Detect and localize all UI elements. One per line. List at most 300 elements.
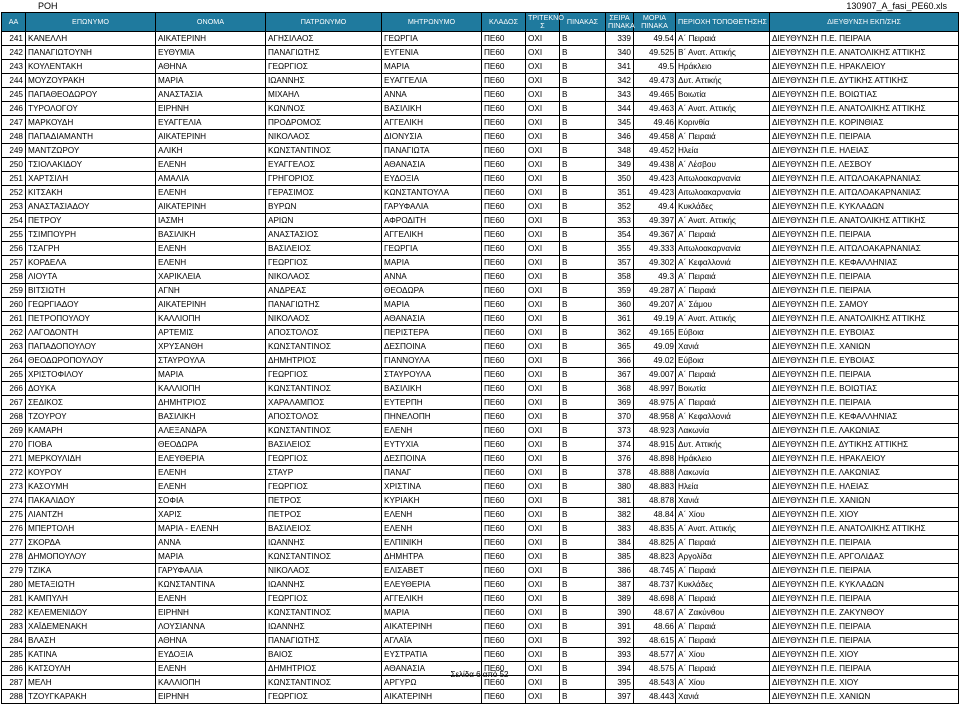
table-row	[2, 298, 959, 312]
cell-specialty: ΠΕ60	[482, 88, 526, 102]
cell-name: ΑΘΗΝΑ	[156, 60, 266, 74]
cell-rank: 368	[606, 382, 634, 396]
cell-aa: 263	[2, 340, 26, 354]
cell-large-family: ΟΧΙ	[526, 368, 560, 382]
cell-rank: 395	[606, 676, 634, 690]
cell-area: Α΄ Σάμου	[676, 298, 770, 312]
cell-large-family: ΟΧΙ	[526, 606, 560, 620]
cell-aa: 286	[2, 662, 26, 676]
table-row	[2, 312, 959, 326]
cell-score: 49.19	[634, 312, 676, 326]
cell-area: Α΄ Κεφαλλονιά	[676, 256, 770, 270]
cell-father: ΚΩΝΣΤΑΝΤΙΝΟΣ	[266, 550, 382, 564]
table-row	[2, 354, 959, 368]
cell-list: Β	[560, 550, 606, 564]
cell-specialty: ΠΕ60	[482, 228, 526, 242]
cell-list: Β	[560, 60, 606, 74]
cell-father: ΔΗΜΗΤΡΙΟΣ	[266, 662, 382, 676]
cell-name: ΕΥΘΥΜΙΑ	[156, 46, 266, 60]
cell-mother: ΑΘΑΝΑΣΙΑ	[382, 158, 482, 172]
cell-surname: ΚΟΥΡΟΥ	[26, 466, 156, 480]
col-large-family: ΤΡΙΤΕΚΝΟ Σ	[526, 13, 560, 32]
cell-directorate: ΔΙΕΥΘΥΝΣΗ Π.Ε. ΠΕΙΡΑΙΑ	[770, 270, 959, 284]
table-row	[2, 494, 959, 508]
cell-area: Α΄ Χίου	[676, 676, 770, 690]
cell-father: ΝΙΚΟΛΑΟΣ	[266, 130, 382, 144]
cell-specialty: ΠΕ60	[482, 522, 526, 536]
cell-large-family: ΟΧΙ	[526, 60, 560, 74]
cell-father: ΠΑΝΑΓΙΩΤΗΣ	[266, 298, 382, 312]
cell-large-family: ΟΧΙ	[526, 228, 560, 242]
cell-mother: ΑΓΛΑΪΑ	[382, 634, 482, 648]
table-row	[2, 228, 959, 242]
cell-area: Χανιά	[676, 340, 770, 354]
cell-name: ΜΑΡΙΑ - ΕΛΕΝΗ	[156, 522, 266, 536]
cell-list: Β	[560, 382, 606, 396]
cell-father: ΚΩΝΣΤΑΝΤΙΝΟΣ	[266, 676, 382, 690]
cell-specialty: ΠΕ60	[482, 578, 526, 592]
cell-directorate: ΔΙΕΥΘΥΝΣΗ Π.Ε. ΗΡΑΚΛΕΙΟΥ	[770, 60, 959, 74]
cell-rank: 393	[606, 648, 634, 662]
table-row	[2, 606, 959, 620]
cell-name: ΕΛΕΝΗ	[156, 466, 266, 480]
cell-list: Β	[560, 536, 606, 550]
cell-area: Α΄ Πειραιά	[676, 536, 770, 550]
cell-surname: ΧΡΙΣΤΟΦΙΛΟΥ	[26, 368, 156, 382]
cell-name: ΑΓΝΗ	[156, 284, 266, 298]
cell-father: ΝΙΚΟΛΑΟΣ	[266, 564, 382, 578]
cell-father: ΧΑΡΑΛΑΜΠΟΣ	[266, 396, 382, 410]
cell-surname: ΓΕΩΡΓΙΑΔΟΥ	[26, 298, 156, 312]
col-surname: ΕΠΩΝΥΜΟ	[26, 13, 156, 32]
table-row	[2, 326, 959, 340]
cell-directorate: ΔΙΕΥΘΥΝΣΗ Π.Ε. ΒΟΙΩΤΙΑΣ	[770, 88, 959, 102]
cell-surname: ΜΕΤΑΞΙΩΤΗ	[26, 578, 156, 592]
cell-mother: ΑΘΑΝΑΣΙΑ	[382, 662, 482, 676]
cell-large-family: ΟΧΙ	[526, 536, 560, 550]
cell-score: 49.165	[634, 326, 676, 340]
cell-directorate: ΔΙΕΥΘΥΝΣΗ Π.Ε. ΑΙΤΩΛΟΑΚΑΡΝΑΝΙΑΣ	[770, 242, 959, 256]
cell-rank: 394	[606, 662, 634, 676]
cell-aa: 254	[2, 214, 26, 228]
cell-rank: 391	[606, 620, 634, 634]
cell-name: ΕΛΕΝΗ	[156, 592, 266, 606]
cell-list: Β	[560, 200, 606, 214]
cell-specialty: ΠΕ60	[482, 284, 526, 298]
cell-surname: ΚΑΤΣΟΥΛΗ	[26, 662, 156, 676]
cell-large-family: ΟΧΙ	[526, 116, 560, 130]
cell-area: Α΄ Πειραιά	[676, 634, 770, 648]
cell-specialty: ΠΕ60	[482, 466, 526, 480]
cell-name: ΕΛΕΥΘΕΡΙΑ	[156, 452, 266, 466]
table-row	[2, 242, 959, 256]
cell-rank: 341	[606, 60, 634, 74]
cell-specialty: ΠΕ60	[482, 60, 526, 74]
cell-name: ΕΥΑΓΓΕΛΙΑ	[156, 116, 266, 130]
cell-surname: ΠΕΤΡΟΠΟΥΛΟΥ	[26, 312, 156, 326]
cell-aa: 258	[2, 270, 26, 284]
cell-large-family: ΟΧΙ	[526, 690, 560, 704]
cell-list: Β	[560, 480, 606, 494]
cell-specialty: ΠΕ60	[482, 606, 526, 620]
cell-large-family: ΟΧΙ	[526, 32, 560, 46]
cell-father: ΒΑΣΙΛΕΙΟΣ	[266, 522, 382, 536]
table-row	[2, 690, 959, 704]
cell-aa: 288	[2, 690, 26, 704]
cell-large-family: ΟΧΙ	[526, 452, 560, 466]
cell-directorate: ΔΙΕΥΘΥΝΣΗ Π.Ε. ΑΝΑΤΟΛΙΚΗΣ ΑΤΤΙΚΗΣ	[770, 522, 959, 536]
cell-area: Α΄ Χίου	[676, 508, 770, 522]
cell-aa: 278	[2, 550, 26, 564]
cell-rank: 350	[606, 172, 634, 186]
cell-large-family: ΟΧΙ	[526, 522, 560, 536]
cell-mother: ΕΥΤΥΧΙΑ	[382, 438, 482, 452]
cell-specialty: ΠΕ60	[482, 648, 526, 662]
cell-aa: 243	[2, 60, 26, 74]
cell-directorate: ΔΙΕΥΘΥΝΣΗ Π.Ε. ΔΥΤΙΚΗΣ ΑΤΤΙΚΗΣ	[770, 438, 959, 452]
table-row	[2, 564, 959, 578]
cell-directorate: ΔΙΕΥΘΥΝΣΗ Π.Ε. ΑΝΑΤΟΛΙΚΗΣ ΑΤΤΙΚΗΣ	[770, 214, 959, 228]
cell-large-family: ΟΧΙ	[526, 676, 560, 690]
cell-score: 49.458	[634, 130, 676, 144]
cell-directorate: ΔΙΕΥΘΥΝΣΗ Π.Ε. ΣΑΜΟΥ	[770, 298, 959, 312]
cell-surname: ΚΟΥΛΕΝΤΑΚΗ	[26, 60, 156, 74]
cell-large-family: ΟΧΙ	[526, 466, 560, 480]
cell-mother: ΕΛΕΝΗ	[382, 424, 482, 438]
cell-directorate: ΔΙΕΥΘΥΝΣΗ Π.Ε. ΧΑΝΙΩΝ	[770, 690, 959, 704]
cell-surname: ΜΕΡΚΟΥΛΙΔΗ	[26, 452, 156, 466]
cell-name: ΕΙΡΗΝΗ	[156, 690, 266, 704]
cell-list: Β	[560, 32, 606, 46]
teacher-ranking-table	[1, 12, 959, 704]
cell-directorate: ΔΙΕΥΘΥΝΣΗ Π.Ε. ΑΡΓΟΛΙΔΑΣ	[770, 550, 959, 564]
cell-directorate: ΔΙΕΥΘΥΝΣΗ Π.Ε. ΠΕΙΡΑΙΑ	[770, 620, 959, 634]
cell-large-family: ΟΧΙ	[526, 242, 560, 256]
cell-name: ΑΘΗΝΑ	[156, 634, 266, 648]
cell-name: ΜΑΡΙΑ	[156, 74, 266, 88]
cell-name: ΑΙΚΑΤΕΡΙΝΗ	[156, 298, 266, 312]
cell-rank: 353	[606, 214, 634, 228]
cell-name: ΛΟΥΣΙΑΝΝΑ	[156, 620, 266, 634]
cell-rank: 346	[606, 130, 634, 144]
cell-area: Αργολίδα	[676, 550, 770, 564]
cell-father: ΒΑΙΟΣ	[266, 648, 382, 662]
cell-father: ΠΑΝΑΓΙΩΤΗΣ	[266, 46, 382, 60]
cell-directorate: ΔΙΕΥΘΥΝΣΗ Π.Ε. ΑΙΤΩΛΟΑΚΑΡΝΑΝΙΑΣ	[770, 186, 959, 200]
cell-aa: 270	[2, 438, 26, 452]
cell-mother: ΒΑΣΙΛΙΚΗ	[382, 102, 482, 116]
cell-specialty: ΠΕ60	[482, 676, 526, 690]
cell-surname: ΧΑΪΔΕΜΕΝΑΚΗ	[26, 620, 156, 634]
cell-specialty: ΠΕ60	[482, 690, 526, 704]
cell-area: Εύβοια	[676, 354, 770, 368]
cell-rank: 344	[606, 102, 634, 116]
cell-area: Αιτωλοακαρνανία	[676, 172, 770, 186]
cell-surname: ΜΟΥΖΟΥΡΑΚΗ	[26, 74, 156, 88]
cell-specialty: ΠΕ60	[482, 452, 526, 466]
cell-surname: ΚΑΜΠΥΛΗ	[26, 592, 156, 606]
table-header-row	[2, 13, 959, 32]
cell-score: 49.5	[634, 60, 676, 74]
cell-score: 48.577	[634, 648, 676, 662]
col-father: ΠΑΤΡΩΝΥΜΟ	[266, 13, 382, 32]
cell-specialty: ΠΕ60	[482, 32, 526, 46]
cell-father: ΓΕΡΑΣΙΜΟΣ	[266, 186, 382, 200]
cell-name: ΕΛΕΝΗ	[156, 186, 266, 200]
cell-rank: 365	[606, 340, 634, 354]
cell-directorate: ΔΙΕΥΘΥΝΣΗ Π.Ε. ΧΙΟΥ	[770, 648, 959, 662]
cell-father: ΑΠΟΣΤΟΛΟΣ	[266, 326, 382, 340]
col-score: ΜΟΡΙΑ ΠΙΝΑΚΑ	[634, 13, 676, 32]
cell-surname: ΑΝΑΣΤΑΣΙΑΔΟΥ	[26, 200, 156, 214]
cell-mother: ΕΛΠΙΝΙΚΗ	[382, 536, 482, 550]
cell-father: ΠΕΤΡΟΣ	[266, 508, 382, 522]
cell-rank: 380	[606, 480, 634, 494]
cell-name: ΚΑΛΛΙΟΠΗ	[156, 382, 266, 396]
cell-specialty: ΠΕ60	[482, 200, 526, 214]
cell-area: Α΄ Πειραιά	[676, 662, 770, 676]
cell-specialty: ΠΕ60	[482, 620, 526, 634]
cell-directorate: ΔΙΕΥΘΥΝΣΗ Π.Ε. ΔΥΤΙΚΗΣ ΑΤΤΙΚΗΣ	[770, 74, 959, 88]
cell-score: 48.997	[634, 382, 676, 396]
cell-name: ΕΛΕΝΗ	[156, 158, 266, 172]
cell-father: ΜΙΧΑΗΛ	[266, 88, 382, 102]
cell-mother: ΔΕΣΠΟΙΝΑ	[382, 340, 482, 354]
cell-area: Α΄ Πειραιά	[676, 592, 770, 606]
cell-score: 48.915	[634, 438, 676, 452]
cell-specialty: ΠΕ60	[482, 214, 526, 228]
cell-surname: ΤΣΑΓΡΗ	[26, 242, 156, 256]
cell-name: ΘΕΟΔΩΡΑ	[156, 438, 266, 452]
cell-area: Κορινθία	[676, 116, 770, 130]
cell-rank: 362	[606, 326, 634, 340]
cell-directorate: ΔΙΕΥΘΥΝΣΗ Π.Ε. ΠΕΙΡΑΙΑ	[770, 592, 959, 606]
col-directorate: ΔΙΕΥΘΥΝΣΗ ΕΚΠ/ΣΗΣ	[770, 13, 959, 32]
cell-father: ΓΕΩΡΓΙΟΣ	[266, 452, 382, 466]
cell-score: 48.443	[634, 690, 676, 704]
cell-list: Β	[560, 466, 606, 480]
cell-list: Β	[560, 410, 606, 424]
col-name: ΟΝΟΜΑ	[156, 13, 266, 32]
cell-area: Κυκλάδες	[676, 200, 770, 214]
col-area: ΠΕΡΙΟΧΗ ΤΟΠΟΘΕΤΗΣΗΣ	[676, 13, 770, 32]
cell-name: ΣΟΦΙΑ	[156, 494, 266, 508]
cell-mother: ΑΙΚΑΤΕΡΙΝΗ	[382, 690, 482, 704]
cell-rank: 351	[606, 186, 634, 200]
cell-father: ΠΡΟΔΡΟΜΟΣ	[266, 116, 382, 130]
cell-mother: ΓΑΡΥΦΑΛΙΑ	[382, 200, 482, 214]
cell-score: 49.46	[634, 116, 676, 130]
table-row	[2, 438, 959, 452]
table-row	[2, 32, 959, 46]
cell-rank: 385	[606, 550, 634, 564]
col-aa: AA	[2, 13, 26, 32]
table-row	[2, 466, 959, 480]
cell-surname: ΚΑΝΕΛΛΗ	[26, 32, 156, 46]
col-specialty: ΚΛΑΔΟΣ	[482, 13, 526, 32]
cell-aa: 271	[2, 452, 26, 466]
cell-score: 49.09	[634, 340, 676, 354]
cell-area: Β΄ Ανατ. Αττικής	[676, 46, 770, 60]
cell-father: ΓΕΩΡΓΙΟΣ	[266, 592, 382, 606]
table-row	[2, 480, 959, 494]
cell-specialty: ΠΕ60	[482, 74, 526, 88]
cell-aa: 255	[2, 228, 26, 242]
cell-large-family: ΟΧΙ	[526, 172, 560, 186]
cell-area: Ηλεία	[676, 480, 770, 494]
cell-directorate: ΔΙΕΥΘΥΝΣΗ Π.Ε. ΠΕΙΡΑΙΑ	[770, 396, 959, 410]
cell-score: 49.423	[634, 186, 676, 200]
table-row	[2, 410, 959, 424]
cell-large-family: ΟΧΙ	[526, 508, 560, 522]
cell-name: ΙΑΣΜΗ	[156, 214, 266, 228]
cell-father: ΙΩΑΝΝΗΣ	[266, 536, 382, 550]
cell-score: 48.883	[634, 480, 676, 494]
cell-rank: 374	[606, 438, 634, 452]
cell-rank: 357	[606, 256, 634, 270]
cell-name: ΕΙΡΗΝΗ	[156, 102, 266, 116]
cell-aa: 280	[2, 578, 26, 592]
cell-specialty: ΠΕ60	[482, 326, 526, 340]
cell-name: ΕΛΕΝΗ	[156, 662, 266, 676]
cell-mother: ΕΛΙΣΑΒΕΤ	[382, 564, 482, 578]
cell-directorate: ΔΙΕΥΘΥΝΣΗ Π.Ε. ΕΥΒΟΙΑΣ	[770, 326, 959, 340]
cell-specialty: ΠΕ60	[482, 634, 526, 648]
cell-area: Ηράκλειο	[676, 452, 770, 466]
cell-list: Β	[560, 74, 606, 88]
cell-aa: 268	[2, 410, 26, 424]
cell-aa: 241	[2, 32, 26, 46]
cell-rank: 392	[606, 634, 634, 648]
cell-father: ΝΙΚΟΛΑΟΣ	[266, 312, 382, 326]
cell-score: 49.465	[634, 88, 676, 102]
cell-surname: ΚΑΜΑΡΗ	[26, 424, 156, 438]
cell-list: Β	[560, 144, 606, 158]
cell-score: 49.452	[634, 144, 676, 158]
cell-name: ΑΝΑΣΤΑΣΙΑ	[156, 88, 266, 102]
cell-aa: 275	[2, 508, 26, 522]
cell-father: ΚΩΝ/ΝΟΣ	[266, 102, 382, 116]
cell-specialty: ΠΕ60	[482, 438, 526, 452]
cell-large-family: ΟΧΙ	[526, 186, 560, 200]
cell-area: Δυτ. Αττικής	[676, 74, 770, 88]
cell-aa: 282	[2, 606, 26, 620]
cell-score: 49.007	[634, 368, 676, 382]
cell-name: ΕΥΔΟΞΙΑ	[156, 648, 266, 662]
cell-surname: ΧΑΡΤΣΙΛΗ	[26, 172, 156, 186]
cell-father: ΒΑΣΙΛΕΙΟΣ	[266, 438, 382, 452]
cell-list: Β	[560, 298, 606, 312]
cell-specialty: ΠΕ60	[482, 144, 526, 158]
cell-rank: 348	[606, 144, 634, 158]
table-row	[2, 508, 959, 522]
cell-name: ΓΑΡΥΦΑΛΙΑ	[156, 564, 266, 578]
cell-surname: ΤΣΙΜΠΟΥΡΗ	[26, 228, 156, 242]
cell-score: 49.367	[634, 228, 676, 242]
cell-score: 49.423	[634, 172, 676, 186]
cell-area: Α΄ Πειραιά	[676, 228, 770, 242]
cell-area: Α΄ Πειραιά	[676, 620, 770, 634]
cell-list: Β	[560, 452, 606, 466]
cell-surname: ΒΛΑΣΗ	[26, 634, 156, 648]
cell-aa: 285	[2, 648, 26, 662]
cell-score: 49.4	[634, 200, 676, 214]
cell-large-family: ΟΧΙ	[526, 298, 560, 312]
table-row	[2, 578, 959, 592]
cell-rank: 384	[606, 536, 634, 550]
cell-large-family: ΟΧΙ	[526, 550, 560, 564]
cell-father: ΚΩΝΣΤΑΝΤΙΝΟΣ	[266, 424, 382, 438]
table-row	[2, 536, 959, 550]
cell-surname: ΔΗΜΟΠΟΥΛΟΥ	[26, 550, 156, 564]
cell-large-family: ΟΧΙ	[526, 648, 560, 662]
cell-list: Β	[560, 326, 606, 340]
cell-aa: 261	[2, 312, 26, 326]
cell-father: ΚΩΝΣΤΑΝΤΙΝΟΣ	[266, 340, 382, 354]
cell-name: ΑΙΚΑΤΕΡΙΝΗ	[156, 32, 266, 46]
cell-score: 48.825	[634, 536, 676, 550]
cell-large-family: ΟΧΙ	[526, 130, 560, 144]
cell-aa: 284	[2, 634, 26, 648]
cell-list: Β	[560, 564, 606, 578]
cell-specialty: ΠΕ60	[482, 116, 526, 130]
cell-name: ΕΛΕΝΗ	[156, 480, 266, 494]
cell-directorate: ΔΙΕΥΘΥΝΣΗ Π.Ε. ΑΝΑΤΟΛΙΚΗΣ ΑΤΤΙΚΗΣ	[770, 102, 959, 116]
cell-surname: ΚΑΣΟΥΜΗ	[26, 480, 156, 494]
cell-large-family: ΟΧΙ	[526, 270, 560, 284]
cell-list: Β	[560, 508, 606, 522]
cell-father: ΑΝΑΣΤΑΣΙΟΣ	[266, 228, 382, 242]
cell-score: 49.287	[634, 284, 676, 298]
cell-large-family: ΟΧΙ	[526, 102, 560, 116]
cell-surname: ΚΙΤΣΑΚΗ	[26, 186, 156, 200]
cell-surname: ΣΕΔΙΚΟΣ	[26, 396, 156, 410]
cell-father: ΙΩΑΝΝΗΣ	[266, 578, 382, 592]
cell-large-family: ΟΧΙ	[526, 214, 560, 228]
cell-specialty: ΠΕ60	[482, 424, 526, 438]
table-row	[2, 620, 959, 634]
cell-area: Λακωνία	[676, 424, 770, 438]
cell-list: Β	[560, 340, 606, 354]
cell-list: Β	[560, 228, 606, 242]
cell-specialty: ΠΕ60	[482, 102, 526, 116]
cell-mother: ΒΑΣΙΛΙΚΗ	[382, 382, 482, 396]
cell-specialty: ΠΕ60	[482, 270, 526, 284]
cell-list: Β	[560, 312, 606, 326]
cell-name: ΣΤΑΥΡΟΥΛΑ	[156, 354, 266, 368]
cell-father: ΑΡΙΩΝ	[266, 214, 382, 228]
table-row	[2, 186, 959, 200]
cell-score: 49.525	[634, 46, 676, 60]
cell-father: ΣΤΑΥΡ	[266, 466, 382, 480]
cell-list: Β	[560, 578, 606, 592]
cell-name: ΕΛΕΝΗ	[156, 256, 266, 270]
table-row	[2, 550, 959, 564]
cell-large-family: ΟΧΙ	[526, 354, 560, 368]
cell-surname: ΛΙΑΝΤΖΗ	[26, 508, 156, 522]
cell-large-family: ΟΧΙ	[526, 326, 560, 340]
cell-specialty: ΠΕ60	[482, 312, 526, 326]
cell-score: 49.02	[634, 354, 676, 368]
table-body	[2, 32, 959, 704]
cell-list: Β	[560, 354, 606, 368]
cell-specialty: ΠΕ60	[482, 354, 526, 368]
cell-name: ΑΛΙΚΗ	[156, 144, 266, 158]
cell-score: 48.958	[634, 410, 676, 424]
cell-aa: 242	[2, 46, 26, 60]
cell-specialty: ΠΕ60	[482, 172, 526, 186]
cell-father: ΚΩΝΣΤΑΝΤΙΝΟΣ	[266, 382, 382, 396]
